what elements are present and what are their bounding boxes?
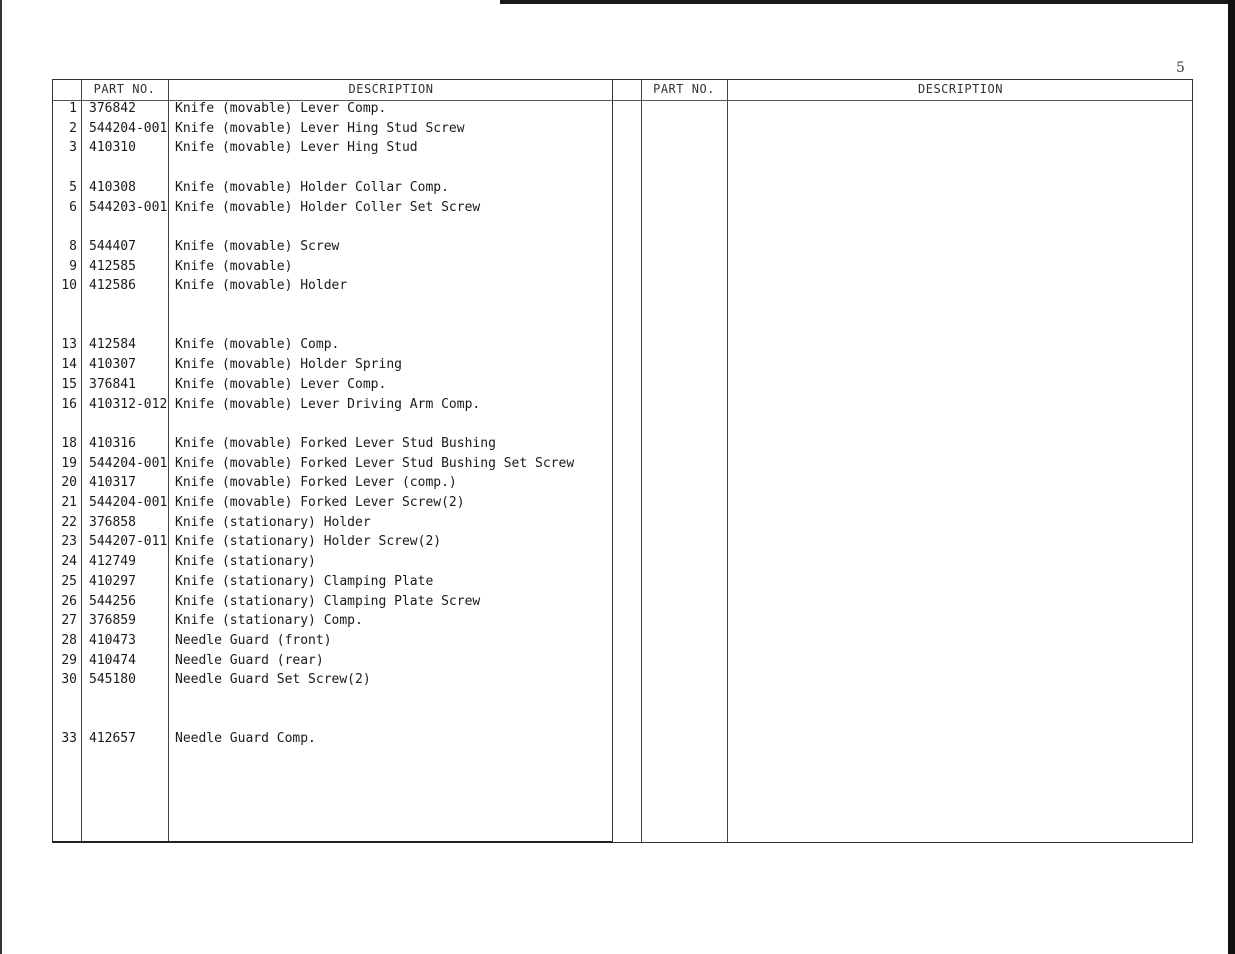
part-description: Knife (movable) [175, 258, 293, 274]
header-part-no: PART NO. [93, 82, 156, 96]
left-page-edge [0, 0, 2, 954]
part-description: Knife (movable) Lever Driving Arm Comp. [175, 396, 481, 412]
part-number: 410297 [89, 573, 136, 589]
right-page-edge [1228, 0, 1235, 954]
part-number: 376858 [89, 514, 136, 530]
part-number: 412585 [89, 258, 136, 274]
part-description: Knife (movable) Holder Coller Set Screw [175, 199, 481, 215]
part-number: 544207-011 [89, 534, 168, 550]
part-number: 410317 [89, 475, 136, 491]
table-row [53, 434, 612, 454]
part-description: Knife (movable) Comp. [175, 337, 340, 353]
part-number: 544407 [89, 238, 136, 254]
header-description: DESCRIPTION [918, 82, 1003, 96]
part-number: 544203-001 [89, 199, 168, 215]
row-number: 9 [69, 258, 77, 274]
part-number: 410308 [89, 179, 136, 195]
row-number: 29 [61, 652, 77, 668]
part-number: 412586 [89, 278, 136, 294]
table-row [53, 572, 612, 592]
part-description: Knife (stationary) Clamping Plate Screw [175, 593, 481, 609]
table-row [53, 611, 612, 631]
row-number: 6 [69, 199, 77, 215]
row-number: 33 [61, 731, 77, 747]
row-number: 28 [61, 632, 77, 648]
part-number: 544204-001 [89, 495, 168, 510]
part-number: 410316 [89, 435, 136, 451]
table-row [53, 532, 612, 552]
part-description: Knife (stationary) Holder [175, 514, 371, 530]
part-description: Knife (movable) Screw [175, 238, 340, 254]
part-number: 410312-012 [89, 396, 168, 412]
table-row [53, 651, 612, 671]
part-description: Needle Guard (front) [175, 632, 332, 648]
table-row [53, 454, 612, 474]
part-description: Knife (movable) Forked Lever Screw(2) [175, 495, 465, 510]
part-number: 376842 [89, 101, 136, 116]
row-number: 3 [69, 140, 77, 156]
part-description: Knife (movable) Forked Lever Stud Bushing [175, 435, 496, 451]
table-row [53, 670, 612, 690]
part-description: Knife (movable) Lever Hing Stud Screw [175, 120, 465, 136]
part-number: 410474 [89, 652, 136, 668]
part-number: 376841 [89, 376, 136, 392]
part-description: Knife (movable) Holder [175, 278, 348, 294]
row-number: 22 [61, 514, 77, 530]
part-number: 410310 [89, 140, 136, 156]
table-row [53, 631, 612, 651]
table-row [53, 178, 612, 198]
row-number: 30 [61, 672, 77, 688]
table-row [53, 473, 612, 493]
part-description: Knife (stationary) Holder Screw(2) [175, 534, 442, 550]
part-description: Knife (movable) Lever Comp. [175, 376, 387, 392]
table-row [53, 138, 612, 158]
table-row [53, 257, 612, 277]
row-number: 18 [61, 435, 77, 451]
table-row [53, 493, 612, 513]
table-row [53, 513, 612, 533]
row-number: 8 [69, 238, 77, 254]
table-row [53, 198, 612, 218]
part-description: Needle Guard (rear) [175, 652, 324, 668]
col-divider-no [641, 80, 642, 842]
part-description: Needle Guard Comp. [175, 731, 316, 747]
row-number: 1 [69, 101, 77, 116]
parts-table-right [612, 79, 1193, 843]
row-number: 24 [61, 554, 77, 570]
table-row [53, 592, 612, 612]
part-description: Knife (movable) Lever Hing Stud [175, 140, 418, 156]
table-row [53, 237, 612, 257]
header-part-no: PART NO. [653, 82, 715, 96]
page-number: 5 [1176, 60, 1185, 76]
table-row [53, 119, 612, 139]
part-number: 544204-001 [89, 455, 168, 471]
table-row [53, 552, 612, 572]
row-number: 26 [61, 593, 77, 609]
row-number: 19 [61, 455, 77, 471]
part-number: 544204-001 [89, 120, 168, 136]
table-row [53, 395, 612, 415]
header-description: DESCRIPTION [348, 82, 434, 96]
parts-table-left [52, 79, 613, 843]
row-number: 21 [61, 495, 77, 510]
part-description: Knife (movable) Forked Lever Stud Bushing Set Screw [175, 455, 575, 471]
row-number: 27 [61, 613, 77, 629]
part-description: Knife (stationary) Clamping Plate [175, 573, 434, 589]
row-number: 25 [61, 573, 77, 589]
part-description: Knife (stationary) [175, 554, 316, 570]
row-number: 13 [61, 337, 77, 353]
part-description: Knife (movable) Holder Spring [175, 357, 402, 373]
row-number: 15 [61, 376, 77, 392]
row-number: 14 [61, 357, 77, 373]
part-number: 412657 [89, 731, 136, 747]
part-description: Needle Guard Set Screw(2) [175, 672, 371, 688]
part-number: 410473 [89, 632, 136, 648]
table-row [53, 355, 612, 375]
top-border-rule [500, 0, 1235, 4]
part-description: Knife (movable) Lever Comp. [175, 101, 387, 116]
row-number: 16 [61, 396, 77, 412]
row-number: 5 [69, 179, 77, 195]
part-number: 545180 [89, 672, 136, 688]
part-description: Knife (movable) Holder Collar Comp. [175, 179, 449, 195]
header-divider [613, 100, 1192, 101]
row-number: 2 [69, 120, 77, 136]
row-number: 23 [61, 534, 77, 550]
row-number: 10 [61, 278, 77, 294]
col-divider-part [727, 80, 728, 842]
row-number: 20 [61, 475, 77, 491]
part-number: 544256 [89, 593, 136, 609]
part-description: Knife (stationary) Comp. [175, 613, 363, 629]
table-row [53, 99, 612, 119]
part-number: 412584 [89, 337, 136, 353]
part-description: Knife (movable) Forked Lever (comp.) [175, 475, 457, 491]
part-number: 410307 [89, 357, 136, 373]
part-number: 376859 [89, 613, 136, 629]
table-row [53, 276, 612, 296]
table-row [53, 729, 612, 749]
table-row [53, 335, 612, 355]
part-number: 412749 [89, 554, 136, 570]
table-row [53, 375, 612, 395]
